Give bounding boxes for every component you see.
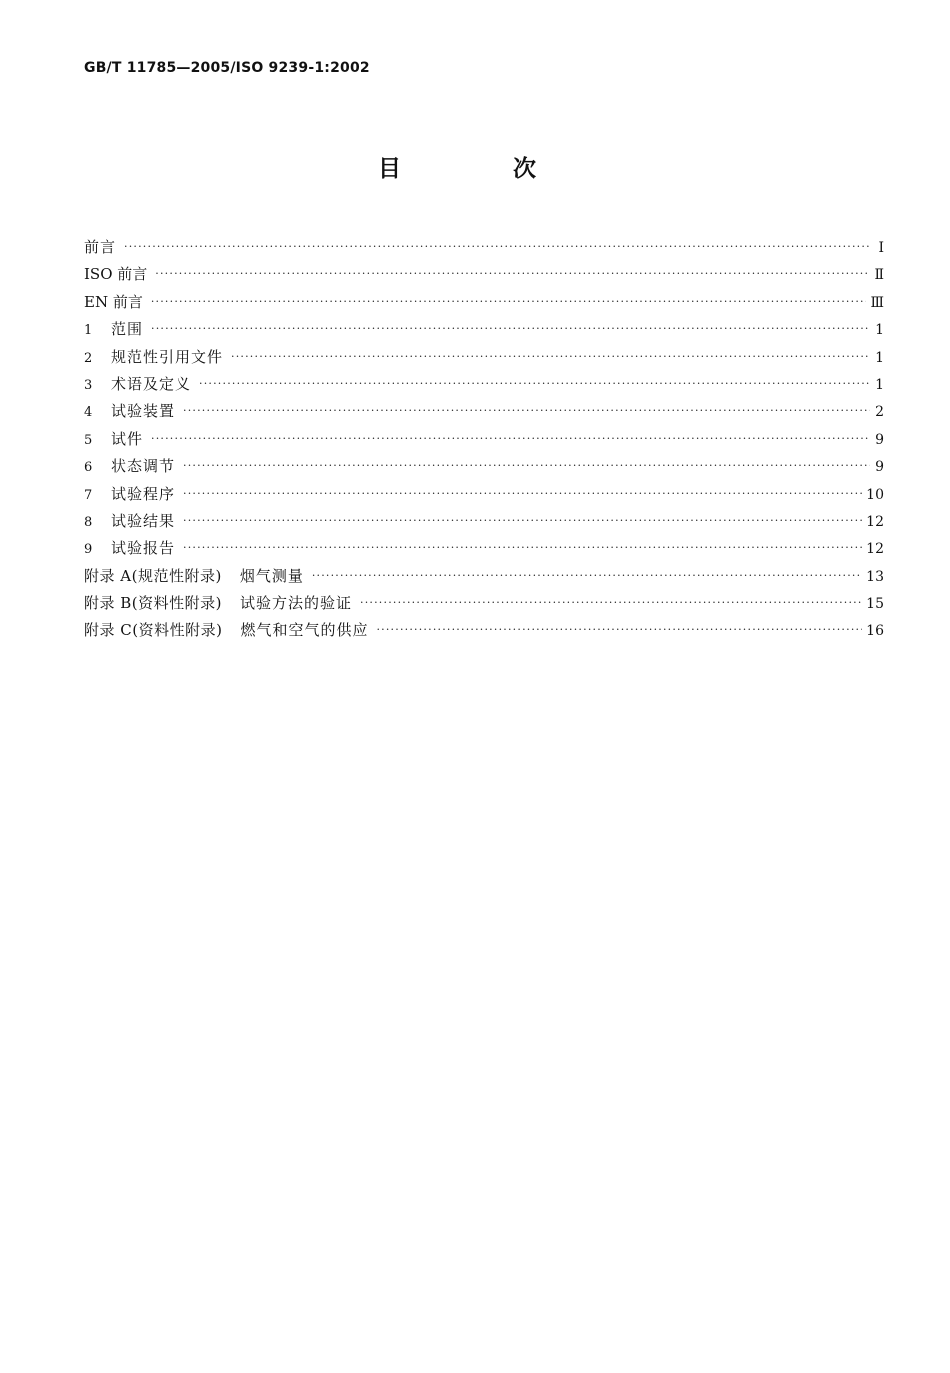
toc-entry-label: 试验报告 (111, 539, 176, 558)
toc-entry[interactable] (84, 263, 884, 290)
toc-leader (183, 541, 862, 554)
toc-entry[interactable] (84, 483, 884, 510)
toc-entry[interactable] (84, 565, 884, 592)
toc-entry-page: 10 (866, 486, 884, 503)
toc-entry-label: 试件 (111, 429, 144, 448)
toc-entry-page: 1 (875, 349, 884, 366)
toc-annex-title: 烟气测量 (239, 566, 304, 585)
toc-entry[interactable] (84, 346, 884, 373)
toc-entry-label: 规范性引用文件 (111, 347, 224, 366)
toc-entry-label: 试验程序 (111, 484, 176, 503)
toc-leader (151, 432, 870, 445)
toc-leader (155, 267, 870, 280)
toc-entry[interactable] (84, 318, 884, 345)
toc-entry[interactable] (84, 537, 884, 564)
toc-entry-page: 12 (866, 513, 884, 530)
toc-entry-label: 范围 (111, 320, 144, 339)
toc-entry-label: 试验装置 (111, 402, 176, 421)
toc-entry-page: 15 (866, 596, 884, 613)
toc-entry[interactable] (84, 400, 884, 427)
toc-entry-number: 5 (84, 432, 93, 448)
toc-entry-page: 9 (875, 431, 884, 448)
toc-entry[interactable] (84, 373, 884, 400)
toc-entry[interactable] (84, 455, 884, 482)
toc-annex-title: 试验方法的验证 (240, 594, 353, 613)
toc-leader (312, 569, 862, 582)
standard-code: GB/T 11785—2005/ISO 9239-1:2002 (84, 60, 370, 76)
toc-entry-label: 前言 (84, 238, 117, 256)
toc-entry-number: 6 (84, 460, 93, 476)
toc-entry-page: Ⅰ (878, 240, 884, 256)
toc-entry-page: 12 (866, 541, 884, 558)
toc-entry-page: 9 (875, 459, 884, 476)
toc-entry-page: 16 (866, 623, 884, 640)
toc-leader (183, 404, 870, 417)
toc-entry-number: 2 (84, 350, 93, 366)
toc-entry[interactable] (84, 428, 884, 455)
toc-entry-label: 术语及定义 (111, 374, 192, 393)
toc-entry-label: ISO 前言 (84, 265, 148, 284)
toc-entry-number: 4 (84, 405, 93, 421)
toc-annex-title: 燃气和空气的供应 (240, 621, 369, 640)
toc-annex-label: 附录 B(资料性附录) (84, 594, 222, 613)
toc-annex-label: 附录 A(规范性附录) (84, 566, 222, 585)
toc-entry-page: 1 (875, 322, 884, 339)
toc-annex-label: 附录 C(资料性附录) (84, 621, 223, 640)
toc-leader (376, 623, 862, 636)
toc-entry-page: Ⅱ (874, 267, 884, 284)
toc-entry-page: 13 (866, 568, 884, 585)
toc-leader (360, 596, 862, 609)
toc-leader (183, 487, 862, 500)
toc-entry[interactable] (84, 592, 884, 619)
toc-entry[interactable] (84, 619, 884, 646)
table-of-contents (84, 236, 884, 647)
toc-leader (199, 377, 870, 390)
toc-leader (151, 322, 870, 335)
toc-entry-page: Ⅲ (870, 294, 884, 311)
toc-entry-page: 1 (875, 376, 884, 393)
toc-entry[interactable] (84, 236, 884, 263)
toc-entry-label: EN 前言 (84, 292, 143, 311)
toc-entry-label: 状态调节 (111, 457, 176, 476)
toc-entry-number: 7 (84, 487, 93, 503)
toc-entry-page: 2 (875, 404, 884, 421)
toc-leader (231, 350, 870, 363)
toc-entry-number: 1 (84, 323, 93, 339)
toc-leader (183, 514, 862, 527)
toc-entry-number: 9 (84, 542, 93, 558)
toc-entry[interactable] (84, 510, 884, 537)
toc-leader (151, 295, 867, 308)
page-title: 目 次 (377, 156, 588, 182)
toc-leader (124, 240, 870, 253)
toc-entry[interactable] (84, 291, 884, 318)
toc-entry-label: 试验结果 (111, 511, 176, 530)
toc-entry-number: 3 (84, 377, 93, 393)
toc-leader (183, 459, 870, 472)
toc-entry-number: 8 (84, 514, 93, 530)
